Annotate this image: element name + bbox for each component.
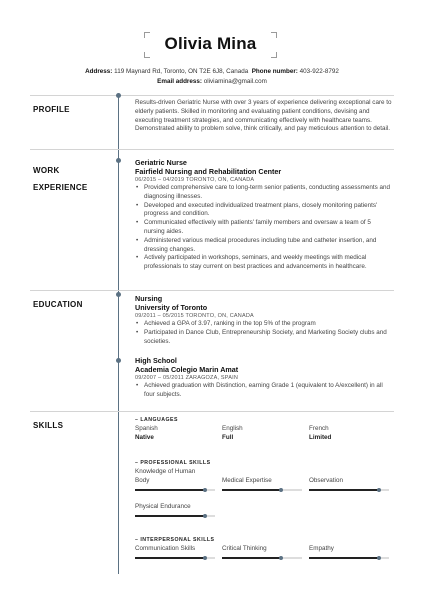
skill-level-bar (309, 489, 389, 491)
timeline-dot (116, 93, 121, 98)
phone-label: Phone number: (251, 68, 298, 75)
professional-skills-heading: – PROFESSIONAL SKILLS (135, 460, 211, 466)
list-item: • Administered various medical procedures including tube and catheter insertion, and dressing changes. (144, 237, 393, 255)
timeline-dot (116, 158, 121, 163)
job-dates: 06/2015 – 04/2019 TORONTO, ON, CANADA (135, 177, 255, 183)
contact-line-1 (0, 68, 424, 75)
list-item: • Communicated effectively with patients' family members and oversaw a team of 5 nursing aides. (144, 219, 393, 237)
education-bullets (135, 320, 393, 346)
skill-level-bar (135, 515, 215, 517)
email-value: oliviamina@gmail.com (203, 78, 267, 85)
section-title-skills: SKILLS (33, 421, 64, 430)
language-level: Full (222, 433, 234, 441)
skill-level-bar (222, 557, 302, 559)
skill-name: Physical Endurance (135, 503, 191, 510)
section-title-profile: PROFILE (33, 105, 70, 114)
education-entry (135, 294, 393, 346)
skill-name: Medical Expertise (222, 477, 272, 484)
skill-level-bar (222, 489, 302, 491)
language-name: Spanish (135, 425, 158, 432)
work-entry (135, 158, 393, 272)
email-label: Email address: (157, 78, 202, 85)
skill-level-bar (309, 557, 389, 559)
list-item: • Achieved graduation with Distinction, earning Grade 1 (equivalent to A/excellent) in all four subjects. (144, 382, 393, 400)
skill-name: Body (135, 477, 150, 484)
list-item: • Actively participated in workshops, seminars, and weekly meetings with medical professionals to stay current on best practices and advancements in healthcare. (144, 254, 393, 272)
school-name: University of Toronto (135, 303, 208, 312)
timeline-line (118, 94, 119, 574)
degree-title: Nursing (135, 294, 163, 303)
address-label: Address: (85, 68, 113, 75)
profile-summary: Results-driven Geriatric Nurse with over 3 years of experience delivering exceptional care to elderly patients. Skilled in monitoring and evaluating patient conditions, devising and executing treatment strategies, and communicating effectively with healthcare teams. Demonstrated ability to problem solve, think critically, and pay meticulous attention to detail. (135, 99, 392, 133)
language-item (222, 425, 243, 442)
education-dates: 09/2007 – 05/2011 ZARAGOZA, SPAIN (135, 375, 239, 381)
candidate-name: Olivia Mina (164, 34, 257, 53)
education-bullets (135, 382, 393, 400)
languages-heading: – LANGUAGES (135, 417, 178, 423)
section-divider (30, 149, 394, 150)
degree-title: High School (135, 356, 177, 365)
language-name: French (309, 425, 329, 432)
skill-level-bar (135, 489, 215, 491)
language-name: English (222, 425, 243, 432)
skill-name: Empathy (309, 545, 334, 552)
education-entry (135, 356, 393, 400)
list-item: • Developed and executed individualized treatment plans, closely monitoring patients' progress and condition. (144, 202, 393, 220)
school-name: Academia Colegio Marin Amat (135, 365, 239, 374)
section-divider (30, 290, 394, 291)
skill-level-bar (135, 557, 215, 559)
skill-name: Observation (309, 477, 343, 484)
list-item: • Achieved a GPA of 3.97, ranking in the top 5% of the program (144, 320, 393, 329)
section-title-work: WORK (33, 166, 60, 175)
timeline-dot (116, 292, 121, 297)
contact-line-2 (0, 78, 424, 85)
language-item (309, 425, 331, 442)
timeline-dot (116, 358, 121, 363)
skill-name: Communication Skills (135, 545, 196, 552)
phone-value: 403-922-8792 (299, 68, 339, 75)
language-level: Native (135, 433, 154, 441)
list-item: • Participated in Dance Club, Entrepreneurship Society, and Marketing Society clubs and societies. (144, 329, 393, 347)
address-value: 119 Maynard Rd, Toronto, ON T2E 6J8, Canada (114, 68, 249, 75)
section-title-work-2: EXPERIENCE (33, 183, 88, 192)
section-divider (30, 411, 394, 412)
language-item (135, 425, 158, 442)
education-dates: 09/2011 – 05/2015 TORONTO, ON, CANADA (135, 313, 254, 319)
skill-name: Critical Thinking (222, 545, 267, 552)
section-title-education: EDUCATION (33, 300, 83, 309)
interpersonal-skills-heading: – INTERPERSONAL SKILLS (135, 537, 215, 543)
job-bullets (135, 184, 393, 272)
job-title: Geriatric Nurse (135, 158, 187, 167)
employer: Fairfield Nursing and Rehabilitation Center (135, 167, 282, 176)
skill-name: Knowledge of Human (135, 468, 196, 475)
section-divider (30, 95, 394, 96)
list-item: • Provided comprehensive care to long-term senior patients, conducting assessments and diagnosing illnesses. (144, 184, 393, 202)
language-level: Limited (309, 433, 332, 441)
